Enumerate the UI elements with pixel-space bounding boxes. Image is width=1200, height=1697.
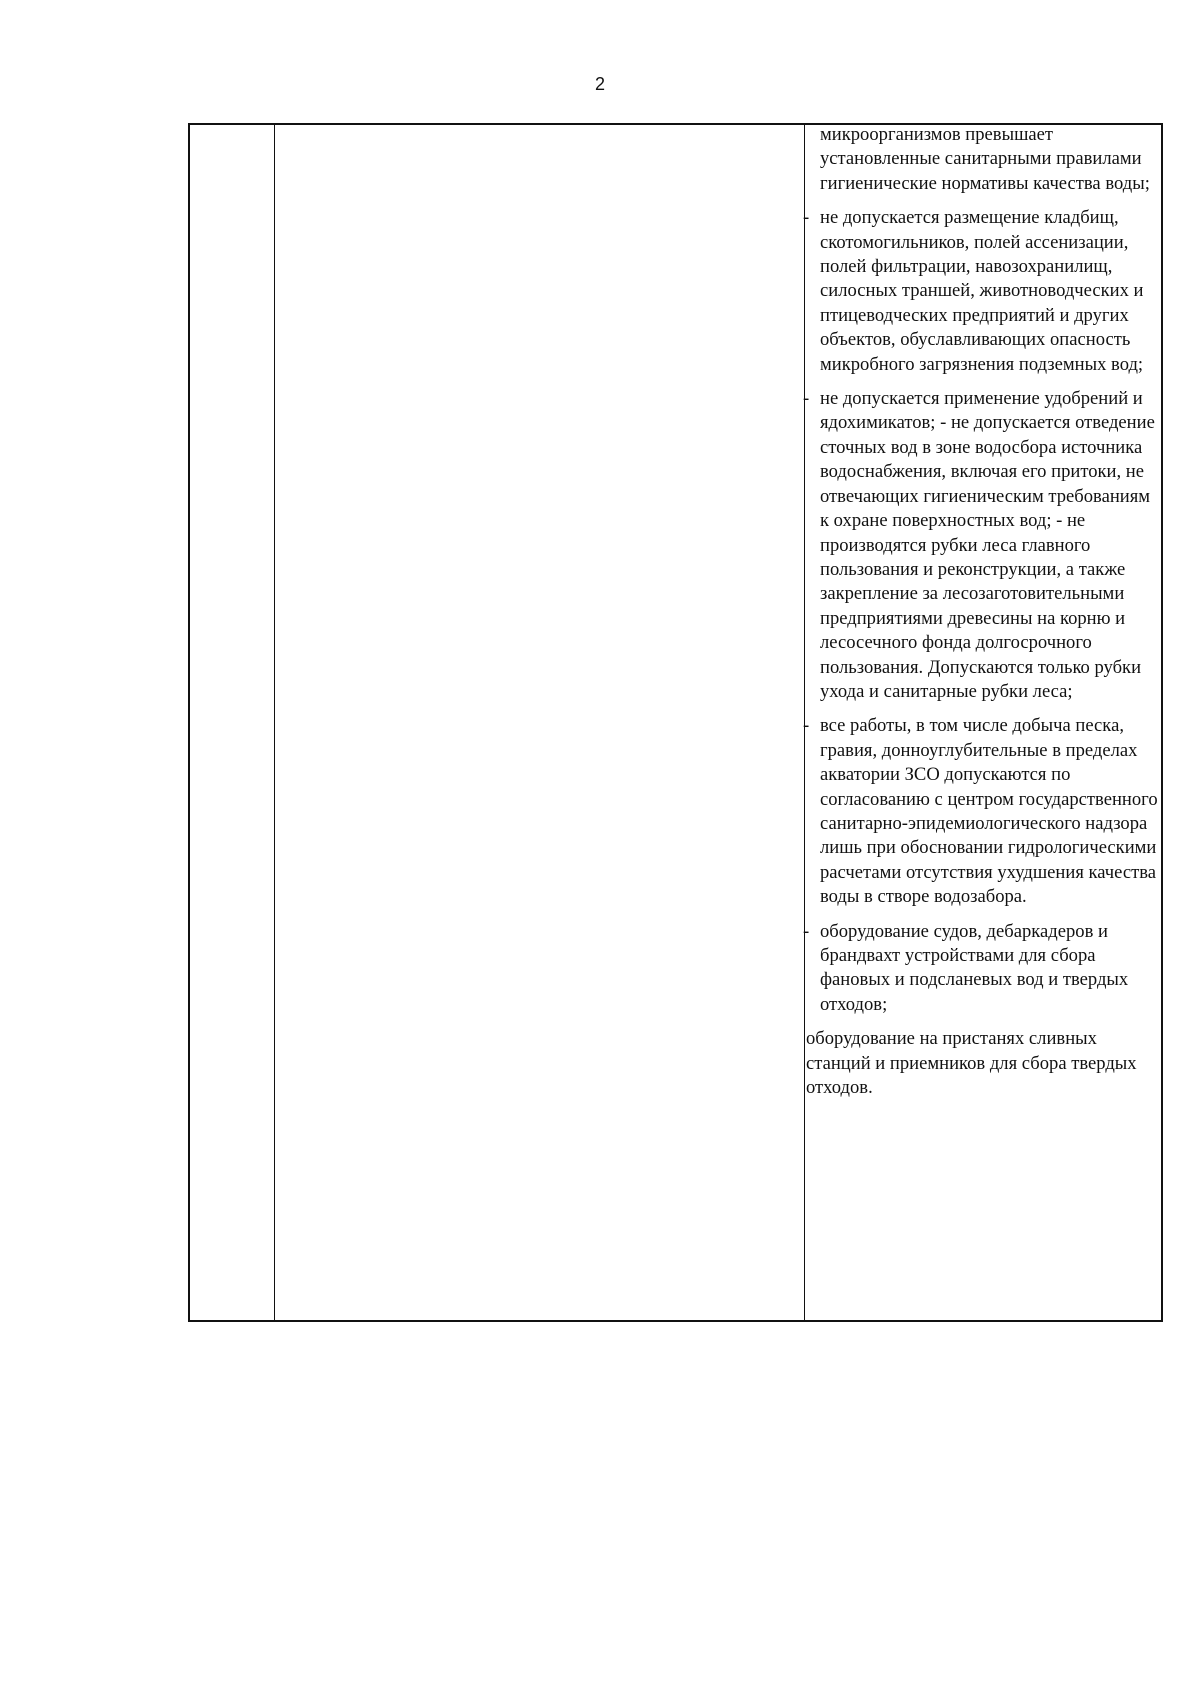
- requirement-text: оборудование на пристанях сливных станций и приемников для сбора твердых отходов.: [806, 1028, 1137, 1099]
- requirement-text: не допускается применение удобрений и ядохимикатов; - не допускается отведение сточных вод в зоне водосбора источника водоснабжения, включая его притоки, не отвечающих гигиеническим требованиям к охране поверхностных вод; - не производятся рубки леса главного пользования и реконструкции, а также закрепление за лесозаготовительными предприятиями древесины на корню и лесосечного фонда долгосрочного пользования. Допускаются только рубки ухода и санитарные рубки леса;: [820, 388, 1155, 702]
- list-dash: -: [803, 920, 810, 942]
- list-dash: -: [803, 388, 810, 410]
- requirement-text: не допускается размещение кладбищ, скотомогильников, полей ассенизации, полей фильтрации, навозохранилищ, силосных траншей, животноводческих и птицеводческих предприятий и других объектов, обуславливающих опасность микробного загрязнения подземных вод;: [820, 207, 1144, 375]
- requirements-column: [803, 124, 1160, 1100]
- list-dash: -: [803, 715, 810, 737]
- page-number: 2: [594, 74, 605, 94]
- requirement-paragraph: [803, 387, 1160, 704]
- list-dash: -: [803, 207, 810, 229]
- requirements-table: [188, 123, 1163, 1322]
- requirement-text: микроорганизмов превышает установленные санитарными правилами гигиенические нормативы качества воды;: [820, 124, 1150, 194]
- requirement-text: все работы, в том числе добыча песка, гравия, донноуглубительные в пределах акватории ЗСО допускаются по согласованию с центром государственного санитарно-эпидемиологического надзора лишь при обосновании гидрологическими расчетами отсутствия ухудшения качества воды в створе водозабора.: [820, 715, 1158, 908]
- requirement-paragraph: [806, 123, 1160, 196]
- requirement-paragraph: [803, 714, 1160, 909]
- requirement-text: оборудование судов, дебаркадеров и брандвахт устройствами для сбора фановых и подсланевых вод и твердых отходов;: [820, 920, 1129, 1015]
- requirement-paragraph: [803, 920, 1160, 1018]
- requirement-paragraph: [806, 1027, 1160, 1100]
- column-divider-1: [274, 125, 275, 1320]
- requirement-paragraph: [803, 206, 1160, 377]
